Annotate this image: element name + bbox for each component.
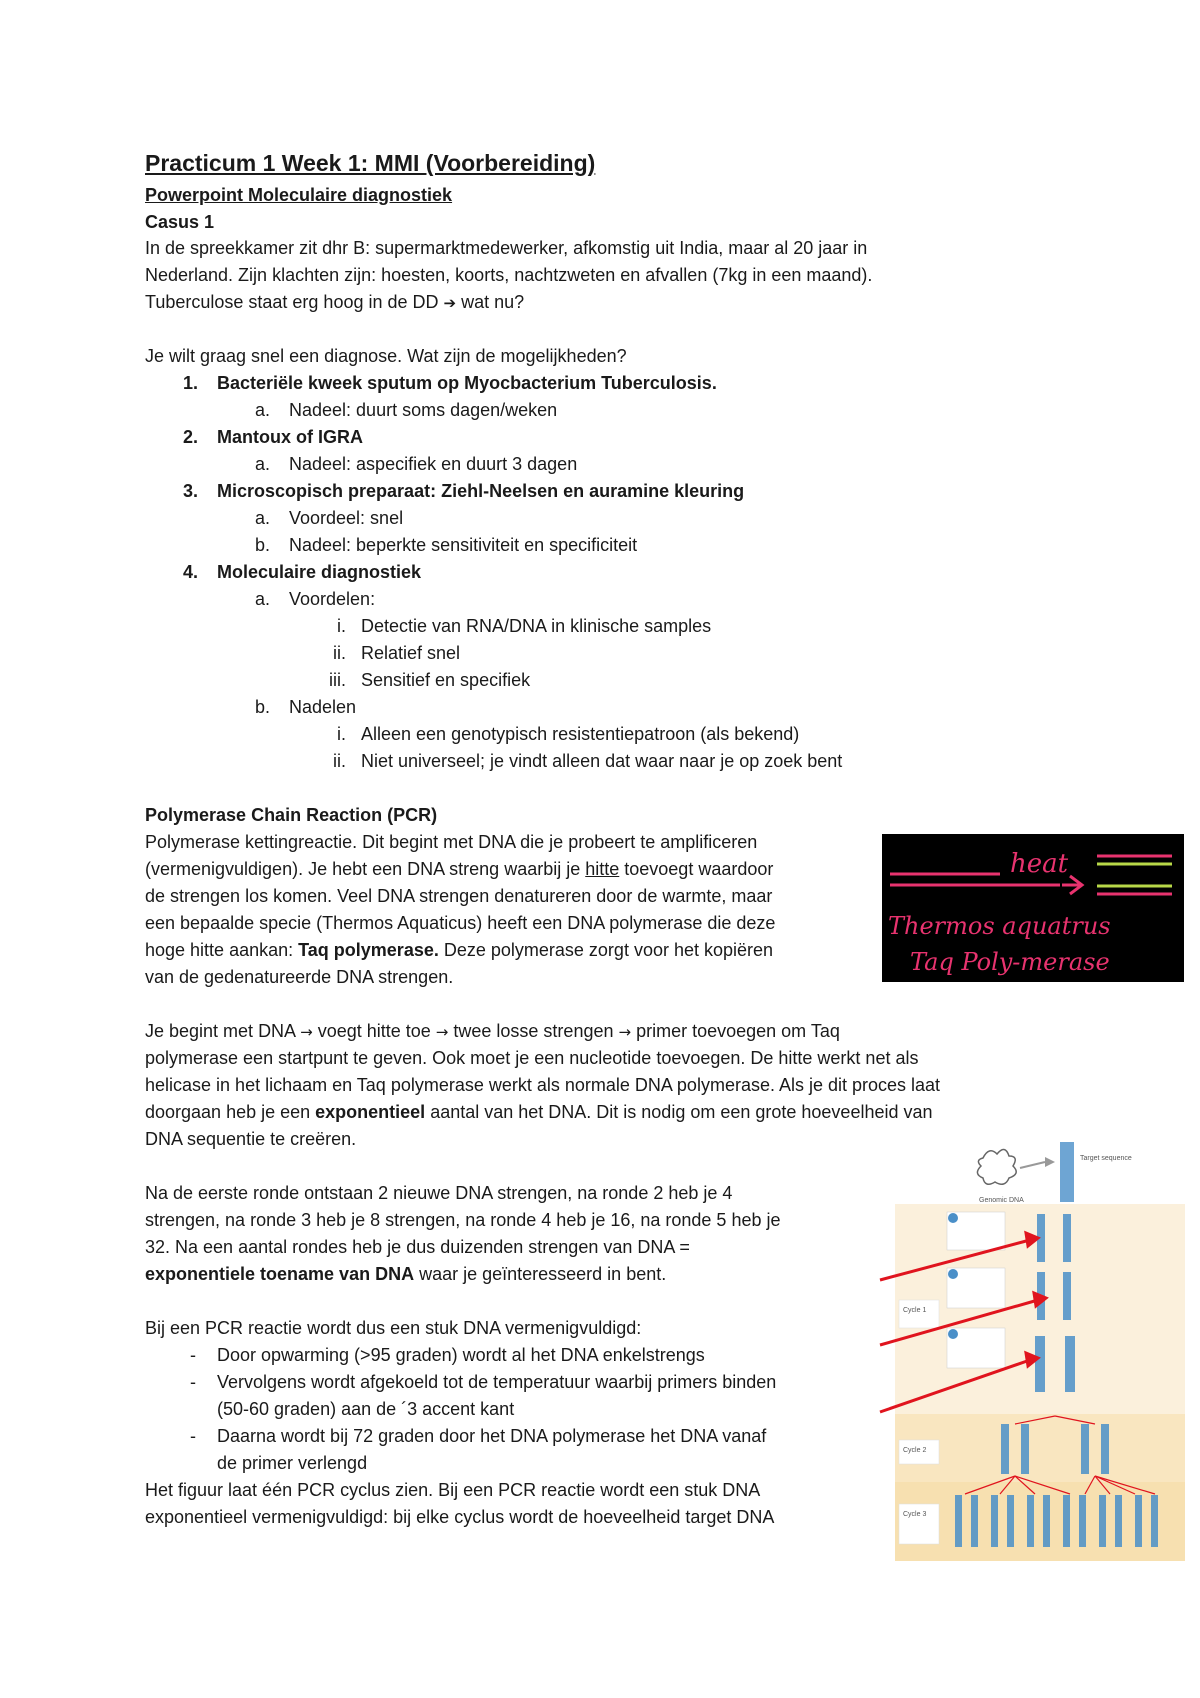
- bullet-dash: -: [190, 1345, 196, 1365]
- bullet-item: Daarna wordt bij 72 graden door het DNA polymerase het DNA vanaf: [217, 1426, 767, 1446]
- list-number: 1.: [182, 373, 198, 393]
- paragraph-line: exponentiele toename van DNA waar je geïnteresseerd in bent.: [145, 1264, 667, 1284]
- annotation-arrow: [880, 1240, 1030, 1280]
- list-letter: b.: [254, 697, 270, 717]
- cycle3-label: Cycle 3: [903, 1511, 927, 1518]
- paragraph-line: DNA sequentie te creëren.: [145, 1129, 357, 1149]
- thermos-aquatrus-label: Thermos aquatrus: [888, 912, 1111, 940]
- list-subitem: Nadeel: beperkte sensitiviteit en specificiteit: [289, 535, 638, 555]
- list-subsubitem: Niet universeel; je vindt alleen dat waar naar je op zoek bent: [361, 751, 843, 771]
- list-letter: a.: [254, 508, 270, 528]
- taq-polymerase-board-image: [882, 834, 1184, 982]
- list-item: Moleculaire diagnostiek: [217, 562, 422, 582]
- pcr-heading: Polymerase Chain Reaction (PCR): [145, 805, 438, 825]
- list-number: 4.: [182, 562, 198, 582]
- paragraph-line: van de gedenatureerde DNA strengen.: [145, 967, 454, 987]
- list-subitem: Nadeel: duurt soms dagen/weken: [289, 400, 558, 420]
- list-roman: iii.: [329, 670, 346, 690]
- list-item: Microscopisch preparaat: Ziehl-Neelsen en auramine kleuring: [217, 481, 745, 501]
- bullet-item: de primer verlengd: [217, 1453, 368, 1473]
- genomic-dna-label: Genomic DNA: [979, 1197, 1024, 1204]
- arrow-right-icon: ➔: [443, 294, 457, 312]
- list-letter: a.: [254, 589, 270, 609]
- paragraph-line: hoge hitte aankan: Taq polymerase. Deze polymerase zorgt voor het kopiëren: [145, 940, 774, 960]
- paragraph-line: polymerase een startpunt te geven. Ook moet je een nucleotide toevoegen. De hitte werkt net als: [145, 1048, 919, 1068]
- list-subsubitem: Relatief snel: [361, 643, 461, 663]
- list-subsubitem: Alleen een genotypisch resistentiepatroon (als bekend): [361, 724, 800, 744]
- list-letter: a.: [254, 400, 270, 420]
- annotation-arrow: [880, 1360, 1030, 1412]
- list-letter: b.: [254, 535, 270, 555]
- arrow-right-icon: →: [618, 1023, 632, 1041]
- paragraph-line: (vermenigvuldigen). Je hebt een DNA streng waarbij je hitte toevoegt waardoor: [145, 859, 774, 879]
- list-roman: i.: [337, 724, 346, 744]
- annotation-arrows: [860, 1140, 1200, 1480]
- bullet-dash: -: [190, 1372, 196, 1392]
- paragraph-line: Na de eerste ronde ontstaan 2 nieuwe DNA strengen, na ronde 2 heb je 4: [145, 1183, 733, 1203]
- list-roman: ii.: [333, 751, 346, 771]
- list-letter: a.: [254, 454, 270, 474]
- list-number: 3.: [182, 481, 198, 501]
- list-roman: i.: [337, 616, 346, 636]
- paragraph-line: helicase in het lichaam en Taq polymerase werkt als normale DNA polymerase. Als je dit proces laat: [145, 1075, 941, 1095]
- annotation-arrow: [880, 1300, 1038, 1345]
- arrow-right-icon: →: [300, 1023, 313, 1041]
- list-subsubitem: Detectie van RNA/DNA in klinische samples: [361, 616, 712, 636]
- paragraph-line: exponentieel vermenigvuldigd: bij elke cyclus wordt de hoeveelheid target DNA: [145, 1507, 775, 1527]
- bullet-dash: -: [190, 1426, 196, 1446]
- arrow-right-icon: →: [435, 1023, 449, 1041]
- paragraph-line: strengen, na ronde 3 heb je 8 strengen, na ronde 4 heb je 16, na ronde 5 heb je: [145, 1210, 781, 1230]
- paragraph-line: een bepaalde specie (Thermos Aquaticus) heeft een DNA polymerase die deze: [145, 913, 776, 933]
- list-subitem: Voordeel: snel: [289, 508, 404, 528]
- list-item: Bacteriële kweek sputum op Myocbacterium Tuberculosis.: [217, 373, 717, 393]
- question-text: Je wilt graag snel een diagnose. Wat zijn de mogelijkheden?: [145, 346, 627, 366]
- target-sequence-label: Target sequence: [1080, 1155, 1132, 1162]
- list-subsubitem: Sensitief en specifiek: [361, 670, 531, 690]
- casus-line: Nederland. Zijn klachten zijn: hoesten, koorts, nachtzweten en afvallen (7kg in een maand).: [145, 265, 873, 285]
- list-roman: ii.: [333, 643, 346, 663]
- taq-polymerase-label: Taq Poly-merase: [910, 948, 1110, 976]
- page-title: Practicum 1 Week 1: MMI (Voorbereiding): [145, 150, 596, 176]
- casus-heading: Casus 1: [145, 212, 215, 232]
- paragraph-line: Polymerase kettingreactie. Dit begint met DNA die je probeert te amplificeren: [145, 832, 758, 852]
- section-subtitle: Powerpoint Moleculaire diagnostiek: [145, 185, 453, 205]
- paragraph-line: Bij een PCR reactie wordt dus een stuk DNA vermenigvuldigd:: [145, 1318, 642, 1338]
- bullet-item: Vervolgens wordt afgekoeld tot de temperatuur waarbij primers binden: [217, 1372, 777, 1392]
- list-subitem: Nadeel: aspecifiek en duurt 3 dagen: [289, 454, 578, 474]
- paragraph-line: 32. Na een aantal rondes heb je dus duizenden strengen van DNA =: [145, 1237, 690, 1257]
- paragraph-line: de strengen los komen. Veel DNA strengen denatureren door de warmte, maar: [145, 886, 773, 906]
- casus-line: In de spreekkamer zit dhr B: supermarktmedewerker, afkomstig uit India, maar al 20 jaar in: [145, 238, 868, 258]
- bullet-item: Door opwarming (>95 graden) wordt al het DNA enkelstrengs: [217, 1345, 705, 1365]
- list-subitem: Nadelen: [289, 697, 357, 717]
- paragraph-line: doorgaan heb je een exponentieel aantal van het DNA. Dit is nodig om een grote hoeveelheid van: [145, 1102, 933, 1122]
- list-number: 2.: [182, 427, 198, 447]
- list-item: Mantoux of IGRA: [217, 427, 363, 447]
- bullet-item: (50-60 graden) aan de ´3 accent kant: [217, 1399, 515, 1419]
- cycle2-label: Cycle 2: [903, 1447, 927, 1454]
- paragraph-line: Het figuur laat één PCR cyclus zien. Bij een PCR reactie wordt een stuk DNA: [145, 1480, 761, 1500]
- cycle1-label: Cycle 1: [903, 1307, 927, 1314]
- paragraph-line: Je begint met DNA → voegt hitte toe → twee losse strengen → primer toevoegen om Taq: [145, 1021, 840, 1041]
- casus-line: Tuberculose staat erg hoog in de DD ➔ wat nu?: [145, 292, 525, 312]
- heat-label: heat: [1010, 849, 1069, 879]
- list-subitem: Voordelen:: [289, 589, 376, 609]
